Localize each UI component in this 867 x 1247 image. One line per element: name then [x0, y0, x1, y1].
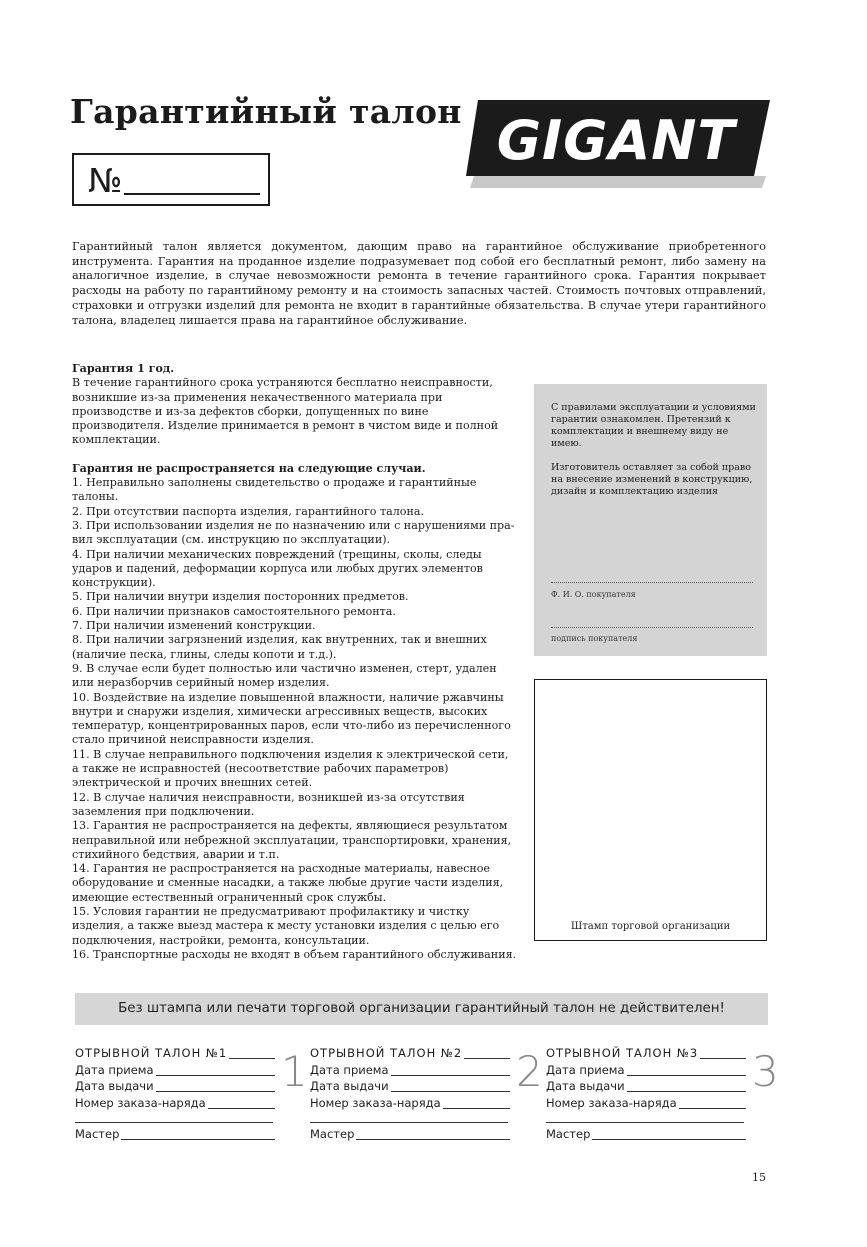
coupon-title — [310, 1046, 510, 1060]
buyer-name-caption: Ф. И. О. покупателя — [551, 590, 636, 599]
date-received-field-label: Дата приема — [546, 1063, 625, 1077]
date-issued-field-line — [391, 1079, 510, 1092]
exclusion-item: 11. В случае неправильного подключения изделия к электрической сети, а также не исправностей (несоответствие рабочих параметров) электрической и прочих внешних сетей. — [72, 747, 509, 790]
warranty-section — [72, 362, 518, 962]
exclusion-item: 10. Воздействие на изделие повышенной влажности, наличие ржавчины внутри и снаружи изделия, химически агрессивных веществ, высоких температур, концентрированных паров, если что-либо из перечисленного стало причиной неисправности изделия. — [72, 690, 511, 747]
order-number-field-line — [443, 1096, 510, 1109]
buyer-signature-line[interactable] — [551, 627, 753, 628]
date-issued-field-label: Дата выдачи — [546, 1079, 625, 1093]
warranty-body: В течение гарантийного срока устраняются бесплатно неисправности, возникшие из-за применения некачественного материала при производстве и из-за дефектов сборки, допущенных по вине производителя. Изделие принимается в ремонт в чистом виде и полной комплектации. — [72, 376, 499, 447]
date-received-field-line — [627, 1063, 746, 1076]
date-received-field[interactable] — [546, 1063, 746, 1077]
number-line — [124, 193, 260, 195]
date-received-field-line — [391, 1063, 510, 1076]
exclusion-item: 12. В случае наличия неисправности, возникшей из-за отсутствия заземления при подключении. — [72, 790, 465, 818]
date-issued-field-line — [156, 1079, 275, 1092]
exclusion-item: 14. Гарантия не распространяется на расходные материалы, навесное оборудование и сменные насадки, а также любые другие части изделия, имеющие естественный ограниченный срок службы. — [72, 862, 504, 904]
master-field-label: Мастер — [75, 1127, 120, 1141]
date-issued-field[interactable] — [546, 1079, 746, 1093]
date-issued-field-label: Дата выдачи — [75, 1079, 154, 1093]
master-field[interactable] — [546, 1127, 746, 1141]
master-field-line — [121, 1127, 275, 1140]
agreement-panel — [534, 384, 767, 656]
exclusion-item: 3. При использовании изделия не по назначению или с нарушениями пра- вил эксплуатации (см. инструкцию по эксплуатации). — [72, 518, 515, 547]
exclusion-item: 6. При наличии признаков самостоятельного ремонта. — [72, 604, 396, 618]
coupon-title — [75, 1046, 275, 1060]
blank-line[interactable] — [546, 1122, 744, 1123]
date-received-field-label: Дата приема — [310, 1063, 389, 1077]
order-number-field-line — [208, 1096, 275, 1109]
coupon-title-line — [464, 1046, 510, 1059]
exclusions-list — [72, 476, 518, 962]
master-field-line — [356, 1127, 510, 1140]
order-number-field[interactable] — [546, 1096, 746, 1110]
page-title: Гарантийный талон — [70, 92, 462, 131]
validity-banner: Без штампа или печати торговой организации гарантийный талон не действителен! — [75, 993, 768, 1025]
order-number-field[interactable] — [75, 1096, 275, 1110]
coupon-number: 2 — [516, 1047, 543, 1096]
coupon-number: 3 — [752, 1047, 779, 1096]
exclusion-item: 9. В случае если будет полностью или частично изменен, стерт, удален или неразборчив серийный номер изделия. — [72, 661, 497, 690]
date-issued-field-line — [627, 1079, 746, 1092]
master-field[interactable] — [310, 1127, 510, 1141]
coupon-title — [546, 1046, 746, 1060]
coupon-title-label: ОТРЫВНОЙ ТАЛОН №3 — [546, 1046, 699, 1060]
exclusion-item: 13. Гарантия не распространяется на дефекты, являющиеся результатом неправильной или небрежной эксплуатации, транспортировки, хранения, стихийного бедствия, аварии и т.п. — [72, 819, 512, 861]
exclusion-item: 4. При наличии механических повреждений (трещины, сколы, следы ударов и падений, деформации корпуса или любых других элементов конструкции). — [72, 547, 483, 590]
date-received-field[interactable] — [75, 1063, 275, 1077]
master-field-label: Мастер — [546, 1127, 591, 1141]
exclusion-item: 16. Транспортные расходы не входят в объем гарантийного обслуживания. — [72, 947, 517, 961]
exclusion-item: 7. При наличии изменений конструкции. — [72, 619, 316, 633]
order-number-field-label: Номер заказа-наряда — [75, 1096, 206, 1110]
date-received-field-label: Дата приема — [75, 1063, 154, 1077]
logo-text: GIGANT — [496, 109, 736, 172]
exclusion-item: 5. При наличии внутри изделия посторонних предметов. — [72, 590, 409, 604]
talon-number-box[interactable] — [72, 153, 270, 206]
date-received-field[interactable] — [310, 1063, 510, 1077]
exclusion-item: 8. При наличии загрязнений изделия, как внутренних, так и внешних (наличие песка, глины, следы копоти и т.д.). — [72, 633, 487, 661]
date-issued-field-label: Дата выдачи — [310, 1079, 389, 1093]
buyer-signature-caption: подпись покупателя — [551, 634, 638, 643]
coupon-number: 1 — [281, 1047, 308, 1096]
master-field-line — [592, 1127, 746, 1140]
blank-line[interactable] — [310, 1122, 508, 1123]
tear-off-coupon — [310, 1046, 546, 1146]
blank-line[interactable] — [75, 1122, 273, 1123]
store-stamp-box — [534, 679, 767, 941]
gigant-logo — [466, 100, 770, 188]
tear-off-coupon — [546, 1046, 782, 1146]
coupon-title-label: ОТРЫВНОЙ ТАЛОН №1 — [75, 1046, 228, 1060]
coupon-title-line — [700, 1046, 746, 1059]
exclusions-heading: Гарантия не распространяется на следующие случаи. — [72, 461, 426, 475]
master-field-label: Мастер — [310, 1127, 355, 1141]
order-number-field-line — [679, 1096, 746, 1109]
exclusion-item: 15. Условия гарантии не предусматривают профилактику и чистку изделия, а также выезд мастера к месту установки изделия с целью его подключения, настройки, ремонта, консультации. — [72, 904, 500, 947]
exclusion-item: 2. При отсутствии паспорта изделия, гарантийного талона. — [72, 504, 424, 518]
date-received-field-line — [156, 1063, 275, 1076]
tear-off-coupon — [75, 1046, 311, 1146]
master-field[interactable] — [75, 1127, 275, 1141]
agreement-text: С правилами эксплуатации и условиями гарантии ознакомлен. Претензий к комплектации и внешнему виду не имею. — [551, 402, 756, 449]
order-number-field[interactable] — [310, 1096, 510, 1110]
date-issued-field[interactable] — [310, 1079, 510, 1093]
buyer-name-line[interactable] — [551, 582, 753, 583]
stamp-caption: Штамп торговой организации — [570, 921, 731, 932]
logo-shadow — [470, 176, 766, 188]
intro-paragraph: Гарантийный талон является документом, дающим право на гарантийное обслуживание приобретенного инструмента. Гарантия на проданное изделие подразумевает под собой его бесплатный ремонт, либо замену на аналогичное изделие, в случае невозможности ремонта в течение гарантийного срока. Гарантия покрывает расходы на работу по гарантийному ремонту и на стоимость запасных частей. Стоимость почтовых отправлений, страховки и отгрузки изделий для ремонта не входит в гарантийные обязательства. В случае утери гарантийного талона, владелец лишается права на гарантийное обслуживание. — [72, 240, 766, 327]
page-number: 15 — [752, 1171, 766, 1184]
coupon-title-label: ОТРЫВНОЙ ТАЛОН №2 — [310, 1046, 463, 1060]
manufacturer-note: Изготовитель оставляет за собой право на внесение изменений в конструкцию, дизайн и комплектацию изделия — [551, 462, 753, 497]
order-number-field-label: Номер заказа-наряда — [310, 1096, 441, 1110]
exclusion-item: 1. Неправильно заполнены свидетельство о продаже и гарантийные талоны. — [72, 476, 477, 504]
number-label: № — [88, 161, 123, 200]
coupon-title-line — [229, 1046, 275, 1059]
order-number-field-label: Номер заказа-наряда — [546, 1096, 677, 1110]
warranty-heading: Гарантия 1 год. — [72, 362, 175, 375]
date-issued-field[interactable] — [75, 1079, 275, 1093]
